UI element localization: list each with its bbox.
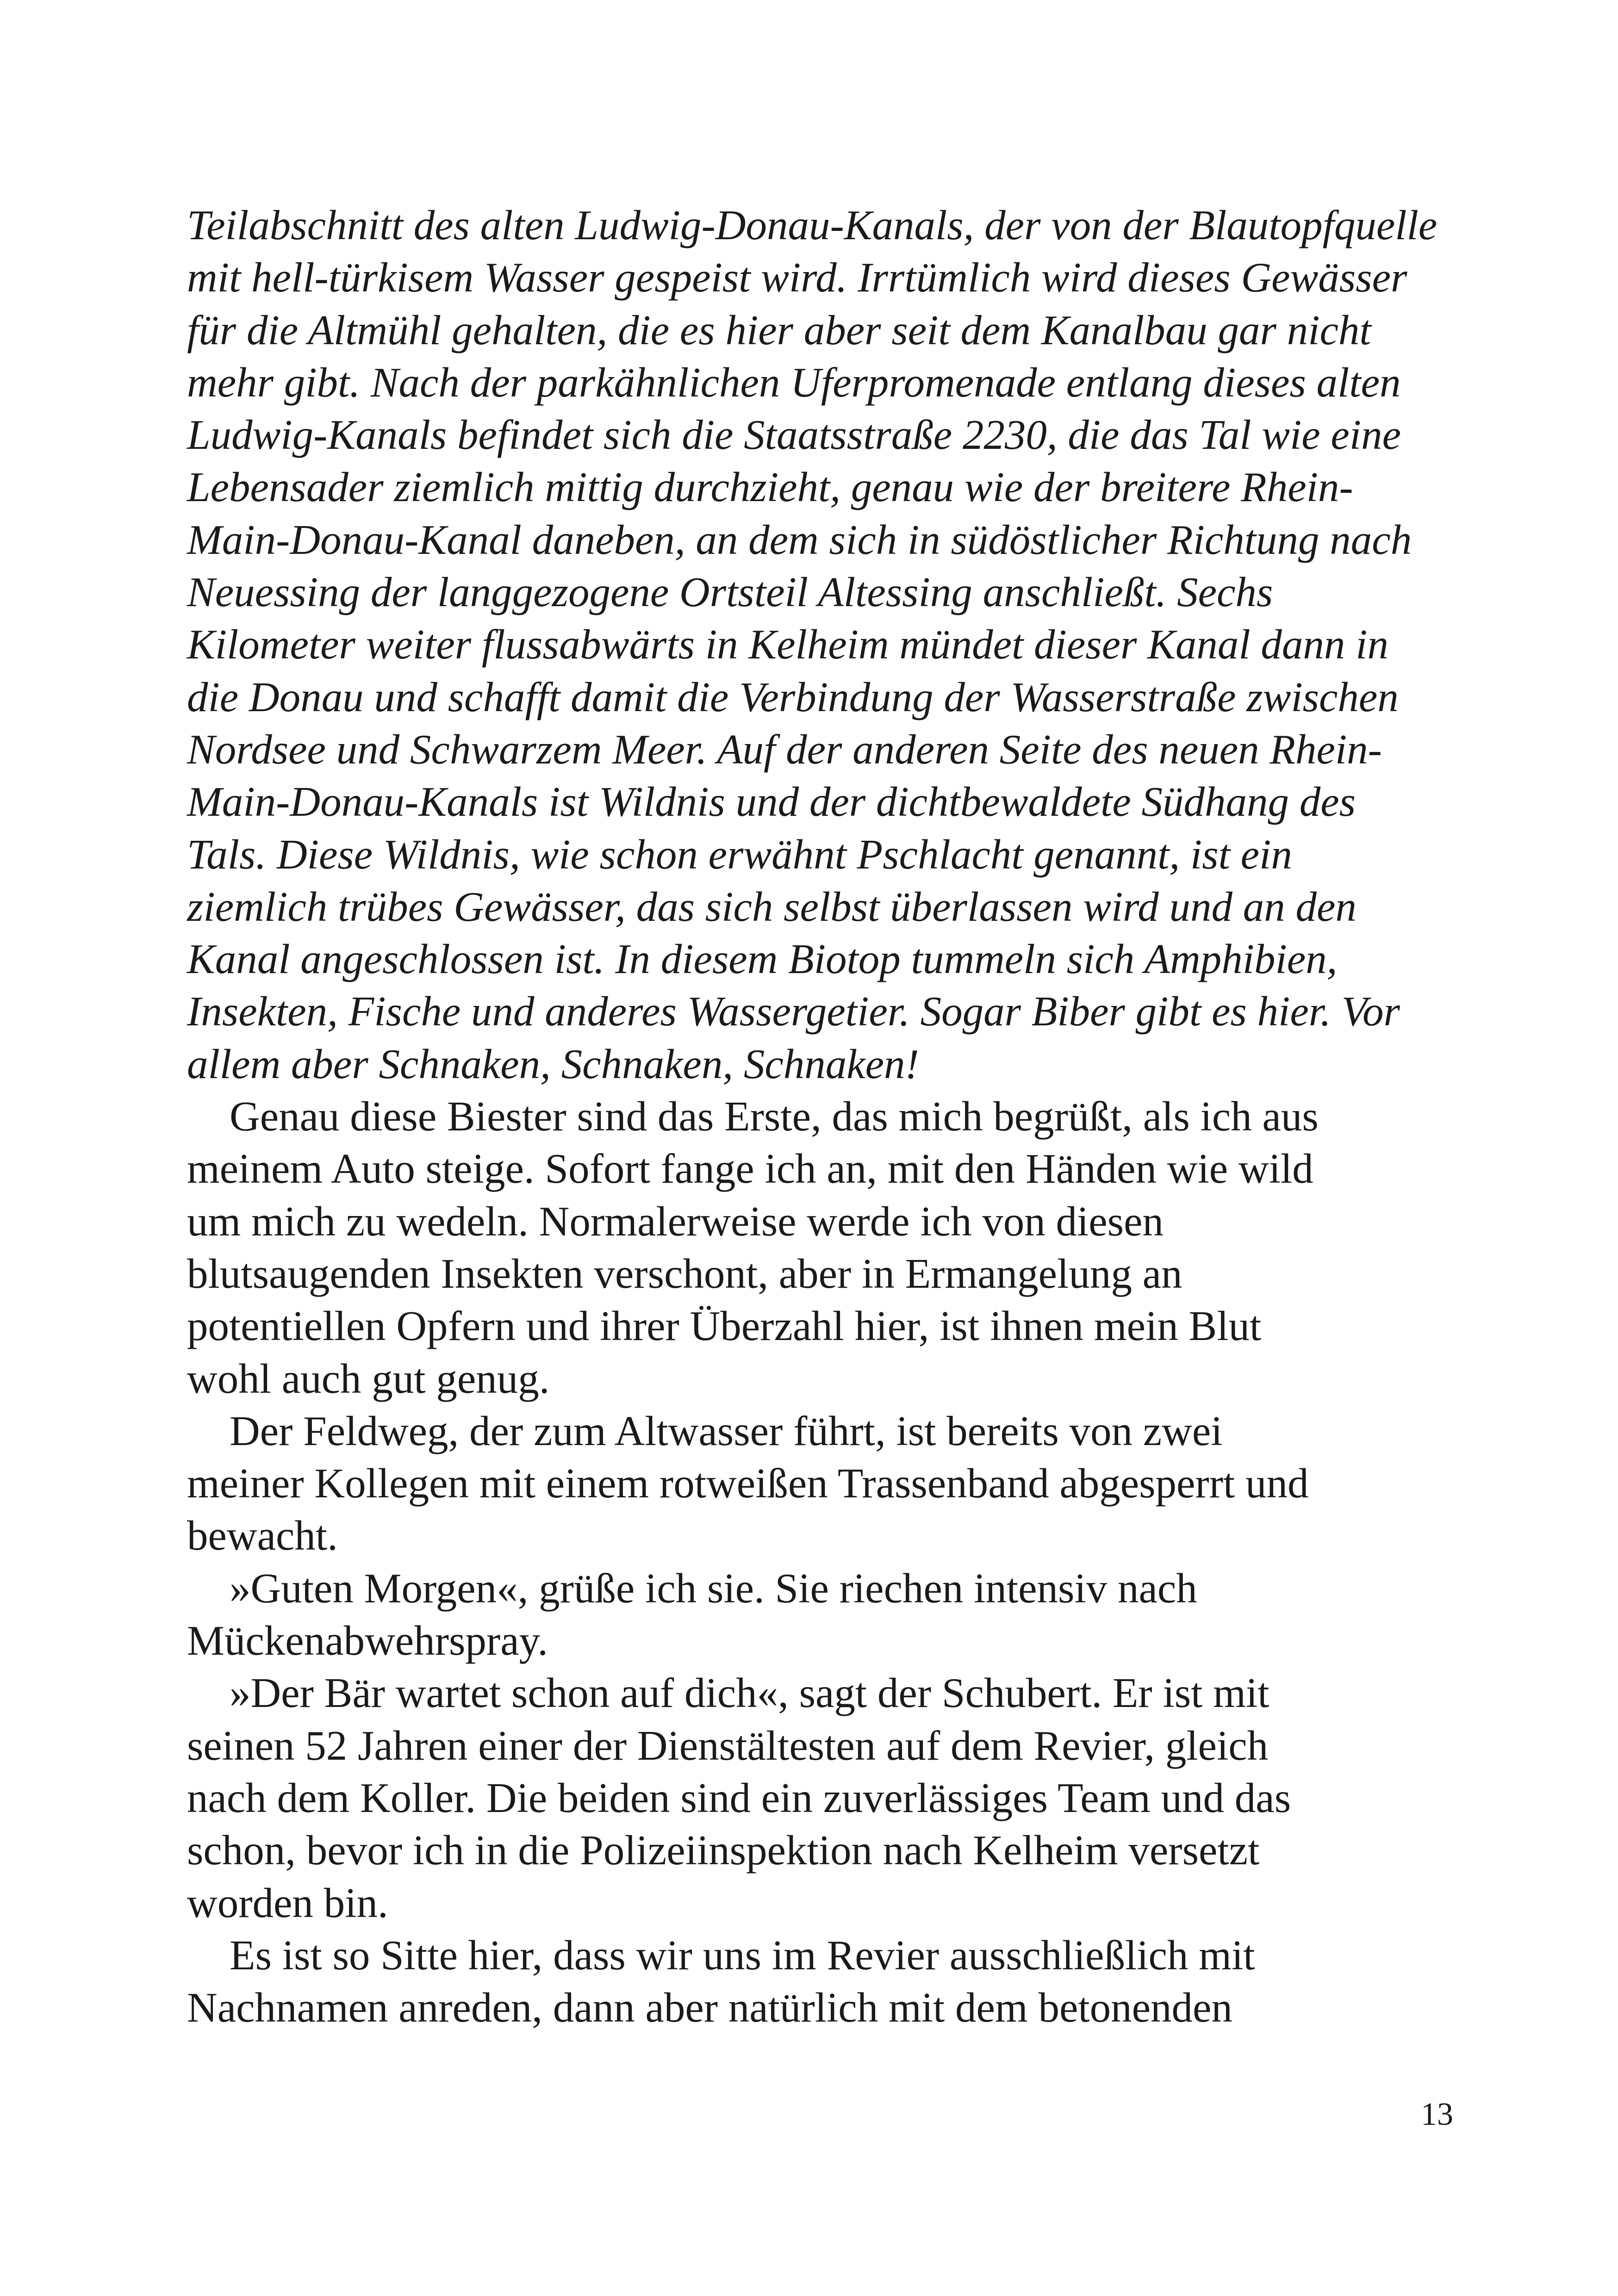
text-line: Nordsee und Schwarzem Meer. Auf der anderen Seite des neuen Rhein- (187, 726, 1382, 773)
text-line: Mückenabwehrspray. (187, 1617, 548, 1664)
text-line: mit hell-türkisem Wasser gespeist wird. Irrtümlich wird dieses Gewässer (187, 254, 1407, 301)
text-line: meinem Auto steige. Sofort fange ich an, mit den Händen wie wild (187, 1145, 1313, 1192)
text-line: Teilabschnitt des alten Ludwig-Donau-Kanals, der von der Blautopfquelle (187, 202, 1438, 248)
paragraph-first-line: Es ist so Sitte hier, dass wir uns im Revier ausschließlich mit (230, 1931, 1255, 1979)
text-line: für die Altmühl gehalten, die es hier aber seit dem Kanalbau gar nicht (187, 306, 1371, 354)
text-line: Main-Donau-Kanal daneben, an dem sich in südöstlicher Richtung nach (187, 516, 1412, 563)
text-line: mehr gibt. Nach der parkähnlichen Uferpromenade entlang dieses alten (187, 359, 1401, 406)
text-line: blutsaugenden Insekten verschont, aber in Ermangelung an (187, 1250, 1182, 1297)
paragraph-first-line: »Der Bär wartet schon auf dich«, sagt der Schubert. Er ist mit (230, 1669, 1270, 1717)
paragraph-first-line: Der Feldweg, der zum Altwasser führt, ist bereits von zwei (230, 1407, 1223, 1454)
text-line: Insekten, Fische und anderes Wassergetier. Sogar Biber gibt es hier. Vor (187, 988, 1400, 1035)
text-line: wohl auch gut genug. (187, 1355, 550, 1402)
text-line: schon, bevor ich in die Polizeiinspektion nach Kelheim versetzt (187, 1827, 1260, 1874)
page-number: 13 (1421, 2097, 1453, 2132)
text-line: Main-Donau-Kanals ist Wildnis und der dichtbewaldete Südhang des (187, 778, 1356, 825)
paragraph-first-line: Genau diese Biester sind das Erste, das mich begrüßt, als ich aus (230, 1093, 1319, 1140)
text-line: nach dem Koller. Die beiden sind ein zuverlässiges Team und das (187, 1774, 1291, 1821)
text-line: seinen 52 Jahren einer der Dienstältesten auf dem Revier, gleich (187, 1722, 1269, 1769)
text-line: Nachnamen anreden, dann aber natürlich mit dem betonenden (187, 1984, 1232, 2031)
text-line: die Donau und schafft damit die Verbindung der Wasserstraße zwischen (187, 673, 1399, 720)
text-line: Lebensader ziemlich mittig durchzieht, genau wie der breitere Rhein- (187, 464, 1353, 511)
body-text (187, 199, 1437, 2034)
text-line: ziemlich trübes Gewässer, das sich selbst überlassen wird und an den (187, 883, 1357, 930)
text-line: Kilometer weiter flussabwärts in Kelheim mündet dieser Kanal dann in (187, 621, 1388, 668)
italic-passage (187, 199, 1437, 1090)
text-line: Ludwig-Kanals befindet sich die Staatsstraße 2230, die das Tal wie eine (187, 411, 1401, 459)
text-line: Neuessing der langgezogene Ortsteil Altessing anschließt. Sechs (187, 569, 1273, 616)
text-line: meiner Kollegen mit einem rotweißen Trassenband abgesperrt und (187, 1460, 1309, 1507)
roman-passage (187, 1090, 1437, 2034)
text-line: Tals. Diese Wildnis, wie schon erwähnt Pschlacht genannt, ist ein (187, 831, 1292, 878)
text-line: potentiellen Opfern und ihrer Überzahl hier, ist ihnen mein Blut (187, 1303, 1262, 1350)
paragraph-first-line: »Guten Morgen«, grüße ich sie. Sie riechen intensiv nach (230, 1564, 1197, 1612)
text-line: bewacht. (187, 1512, 338, 1559)
text-line: um mich zu wedeln. Normalerweise werde ich von diesen (187, 1198, 1164, 1245)
text-line: allem aber Schnaken, Schnaken, Schnaken! (187, 1040, 919, 1087)
text-line: Kanal angeschlossen ist. In diesem Biotop tummeln sich Amphibien, (187, 936, 1338, 983)
text-line: worden bin. (187, 1879, 388, 1926)
